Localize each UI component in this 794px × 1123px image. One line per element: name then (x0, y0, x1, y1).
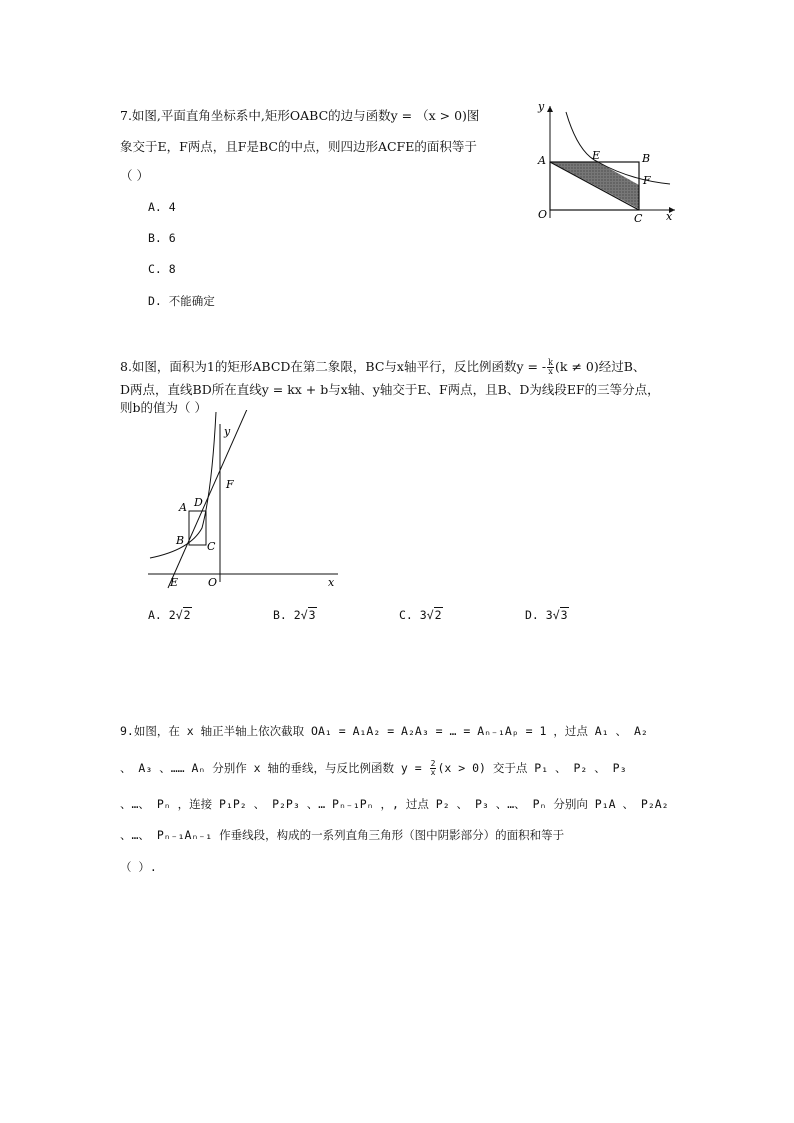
q8-option-d-sqrt: √3 (552, 608, 568, 622)
q8-option-c-sqrt: √2 (426, 608, 442, 622)
q8-option-a (148, 608, 192, 622)
q8-option-a-rad: 2 (183, 608, 191, 622)
q8-line2: D两点，直线BD所在直线y = kx + b与x轴、y轴交于E、F两点，且B、D为线段EF的三等分点， (120, 382, 660, 397)
q7-label-b: B (642, 152, 651, 165)
q9-line3: 、…、 Pₙ ，连接 P₁P₂ 、 P₂P₃ 、… Pₙ₋₁Pₙ ，, 过点 P₂ 、 P₃ 、…、 Pₙ 分别向 P₁A 、 P₂A₂ (120, 797, 669, 811)
q8-option-d-rad: 3 (560, 608, 568, 622)
q8-label-o: O (208, 576, 218, 589)
q8-option-a-pre: A. 2 (148, 608, 176, 622)
q8-line1 (120, 357, 645, 376)
q8-line3: 则b的值为（ ） (120, 400, 207, 415)
q8-label-d: D (194, 496, 203, 509)
q7-line1: 7.如图,平面直角坐标系中,矩形OABC的边与函数y = （x > 0)图 (120, 108, 480, 123)
q8-figure (140, 410, 350, 590)
q7-paren: （ ） (120, 168, 149, 183)
q8-option-d (525, 608, 569, 622)
q7-label-a: A (538, 154, 546, 167)
q7-option-d: D. 不能确定 (148, 294, 215, 308)
q7-line2: 象交于E，F两点，且F是BC的中点，则四边形ACFE的面积等于 (120, 139, 477, 154)
q8-option-c-rad: 2 (434, 608, 442, 622)
q7-option-a: A. 4 (148, 200, 176, 214)
q9-line2 (120, 760, 627, 777)
q8-frac-num: k (548, 358, 554, 367)
q9-line4: 、…、 Pₙ₋₁Aₙ₋₁ 作垂线段，构成的一系列直角三角形（图中阴影部分）的面积和等于 (120, 828, 565, 842)
q7-label-e: E (592, 149, 601, 162)
q9-fraction (430, 760, 437, 777)
q8-label-e: E (170, 576, 179, 589)
q9-line2-a: 、 A₃ 、…… Aₙ 分别作 x 轴的垂线，与反比例函数 y = (120, 761, 429, 775)
q8-line-ef (168, 410, 252, 588)
q9-frac-num: 2 (430, 759, 436, 768)
q7-option-b: B. 6 (148, 231, 176, 245)
q8-option-b-rad: 3 (308, 608, 316, 622)
q8-frac-den: x (548, 367, 553, 376)
q8-option-b-pre: B. 2 (273, 608, 301, 622)
q8-label-a: A (179, 501, 187, 514)
q8-option-c-pre: C. 3 (399, 608, 427, 622)
q9-line2-b: (x > 0) 交于点 P₁ 、 P₂ 、 P₃ (437, 761, 627, 775)
q9-line1: 9.如图，在 x 轴正半轴上依次截取 OA₁ = A₁A₂ = A₂A₃ = … = Aₙ₋₁Aₚ = 1 ，过点 A₁ 、 A₂ (120, 724, 648, 738)
q8-fraction (547, 359, 554, 376)
q8-option-d-pre: D. 3 (525, 608, 553, 622)
q9-line5: （ ）. (120, 860, 157, 874)
q8-label-y: y (224, 425, 231, 438)
q8-line1-b: (k ≠ 0)经过B、 (555, 359, 646, 374)
q7-label-f: F (643, 174, 651, 187)
q7-label-c: C (634, 212, 643, 225)
q8-label-x: x (328, 576, 335, 589)
q8-label-c: C (207, 540, 216, 553)
q7-label-y: y (538, 100, 545, 113)
q8-option-a-sqrt: √2 (175, 608, 191, 622)
q8-label-b: B (176, 534, 185, 547)
q8-option-c (399, 608, 443, 622)
q7-label-o: O (538, 208, 548, 221)
q8-option-b-sqrt: √3 (300, 608, 316, 622)
q7-option-c: C. 8 (148, 262, 176, 276)
q8-option-b (273, 608, 317, 622)
q7-label-x: x (666, 210, 673, 223)
q8-line1-a: 8.如图，面积为1的矩形ABCD在第二象限，BC与x轴平行，反比例函数y = - (120, 359, 547, 374)
q8-rectangle (189, 511, 206, 545)
q7-figure (520, 98, 680, 230)
q9-frac-den: x (430, 768, 436, 777)
q8-label-f: F (226, 478, 234, 491)
